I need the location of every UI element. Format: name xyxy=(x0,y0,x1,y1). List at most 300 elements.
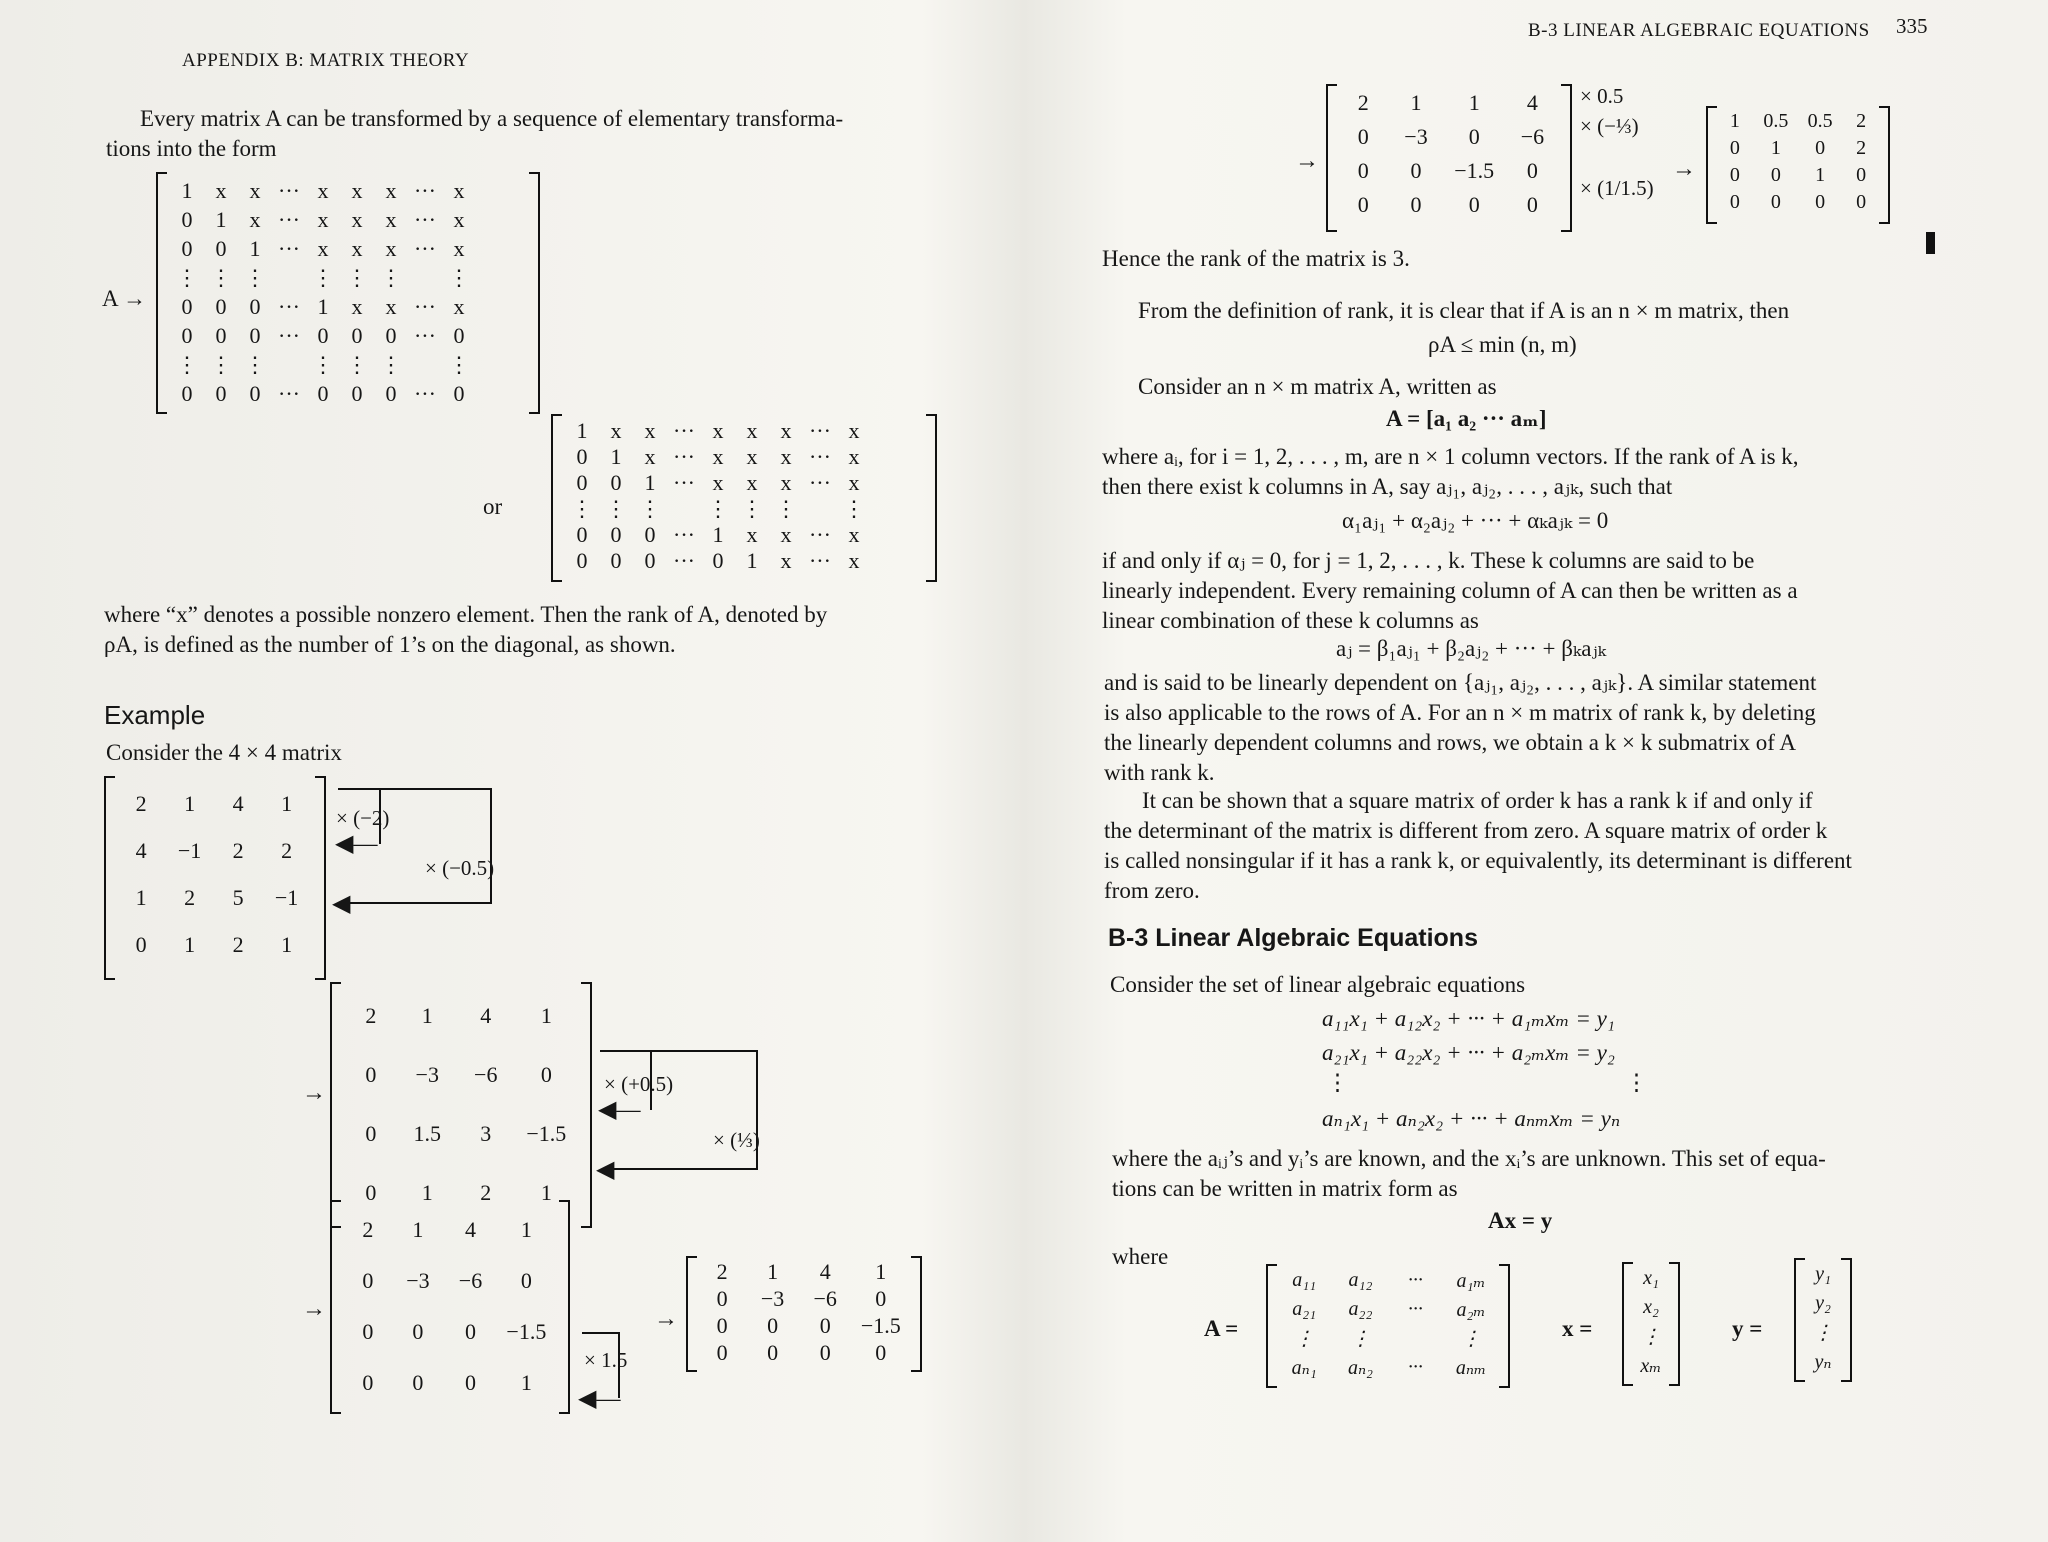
intro-line-2: tions into the form xyxy=(106,136,277,161)
matrix-cell: 0 xyxy=(362,1267,374,1293)
matrix-cell: 0 xyxy=(351,322,363,348)
matrix-cell: 0 xyxy=(1729,191,1740,213)
rank-conclusion: Hence the rank of the matrix is 3. xyxy=(1102,246,1410,271)
matrix-cell: 1 xyxy=(1770,137,1781,159)
equation-a-columns: A = [a₁ a₂ ··· aₘ] xyxy=(1386,406,1547,431)
matrix-cell: x xyxy=(453,206,465,232)
matrix-cell: 0 xyxy=(215,235,227,261)
matrix-row xyxy=(565,548,871,574)
matrix-cell: 0 xyxy=(464,1318,476,1344)
matrix-cell: x xyxy=(317,206,329,232)
matrix-cell: ··· xyxy=(413,293,436,319)
matrix-row xyxy=(1276,1353,1500,1382)
matrix-cell: ··· xyxy=(808,548,831,573)
matrix-row xyxy=(565,496,871,522)
row-op-label: × (−0.5) xyxy=(425,856,495,880)
matrix-cell: 0 xyxy=(644,522,656,547)
matrix-cell: 1 xyxy=(317,293,329,319)
matrix-row xyxy=(1802,1260,1844,1289)
matrix-cell xyxy=(272,263,306,292)
matrix-row xyxy=(1716,135,1880,162)
matrix-cell: −6 xyxy=(458,1267,483,1293)
paragraph-3-line-1: where aᵢ, for i = 1, 2, . . . , m, are n × 1 column vectors. If the rank of A is k, xyxy=(1102,444,1799,469)
matrix-cell: 1 xyxy=(520,1369,532,1395)
matrix-cell: ··· xyxy=(808,470,831,495)
matrix-cell: 0 xyxy=(453,322,465,348)
matrix-row xyxy=(170,350,476,379)
matrix-cell: 0 xyxy=(1729,137,1740,159)
matrix-cell: 0 xyxy=(181,380,193,406)
paragraph-5-line-1: and is said to be linearly dependent on {aⱼ₁, aⱼ₂, . . . , aⱼₖ}. A similar statement xyxy=(1104,670,1817,695)
matrix-cell: x xyxy=(780,418,792,443)
matrix-cell: 1 xyxy=(746,548,758,573)
matrix-cell: 0.5 xyxy=(1807,110,1833,132)
matrix-row xyxy=(565,418,871,444)
matrix-cell: ⋮ xyxy=(571,496,593,521)
matrix-cell xyxy=(667,496,701,522)
matrix-cell: 2 xyxy=(1856,110,1867,132)
matrix-cell: −6 xyxy=(474,1061,498,1087)
matrix-row xyxy=(170,263,476,292)
matrix-row xyxy=(1630,1264,1672,1293)
paragraph-5-line-2: is also applicable to the rows of A. For an n × m matrix of rank k, by deleting xyxy=(1104,700,1816,725)
matrix-cell: ··· xyxy=(278,206,300,232)
matrix-cell: x xyxy=(780,548,792,573)
matrix-cell: x xyxy=(848,522,860,547)
matrix-cell: 1 xyxy=(520,1216,532,1242)
matrix-cell: ⋮ xyxy=(447,264,470,290)
matrix-cell: 0 xyxy=(1357,192,1369,217)
system-equation-n: aₙ₁x₁ + aₙ₂x₂ + ··· + aₙₘxₘ = yₙ xyxy=(1322,1106,1621,1131)
matrix-cell: x xyxy=(385,235,397,261)
example-matrix-2 xyxy=(330,982,592,1228)
matrix-cell: x xyxy=(848,548,860,573)
transform-arrow: → xyxy=(302,1080,326,1106)
matrix-cell: 1 xyxy=(712,522,724,547)
transform-arrow: → xyxy=(654,1306,678,1332)
example-matrix-1 xyxy=(104,776,326,980)
matrix-cell: ⋮ xyxy=(244,264,266,290)
matrix-cell: ⋮ xyxy=(1294,1328,1315,1350)
matrix-cell: ⋮ xyxy=(176,351,198,377)
matrix-cell: x xyxy=(453,235,465,261)
matrix-cell: aₙ₁ xyxy=(1291,1357,1317,1379)
matrix-cell: x xyxy=(453,293,465,319)
example-heading: Example xyxy=(104,700,206,730)
matrix-cell: 0 xyxy=(249,293,261,319)
matrix-cell: 0 xyxy=(1526,192,1538,217)
matrix-cell: 0 xyxy=(362,1369,374,1395)
paragraph-6-line-2: the determinant of the matrix is different from zero. A square matrix of order k xyxy=(1104,818,1828,843)
matrix-cell: 0 xyxy=(716,1339,728,1365)
matrix-cell: 0 xyxy=(362,1318,374,1344)
matrix-cell: 2 xyxy=(480,1179,492,1205)
matrix-cell: ··· xyxy=(413,177,436,203)
matrix-cell: ··· xyxy=(278,177,300,203)
matrix-cell: x xyxy=(385,293,397,319)
matrix-cell: 0 xyxy=(181,293,193,319)
matrix-cell: 0 xyxy=(712,548,724,573)
matrix-cell: 0 xyxy=(215,380,227,406)
matrix-row xyxy=(1716,108,1880,135)
matrix-cell: ··· xyxy=(808,522,831,547)
matrix-row xyxy=(170,321,476,350)
matrix-cell: a₁₂ xyxy=(1348,1269,1373,1291)
matrix-cell: 0 xyxy=(576,444,588,469)
matrix-cell: ··· xyxy=(1407,1269,1423,1291)
paragraph-4-line-3: linear combination of these k columns as xyxy=(1102,608,1479,633)
op-bracket-line xyxy=(600,1050,758,1052)
matrix-cell: −3 xyxy=(760,1285,785,1311)
matrix-cell: x xyxy=(249,177,261,203)
paragraph-8-line-2: tions can be written in matrix form as xyxy=(1112,1176,1458,1201)
a-arrow-label: A → xyxy=(102,286,147,311)
matrix-cell: 0 xyxy=(1770,164,1781,186)
matrix-cell: 0 xyxy=(385,322,397,348)
matrix-cell: ⋮ xyxy=(379,264,402,290)
matrix-cell: 0 xyxy=(1815,137,1826,159)
matrix-cell: x xyxy=(317,177,329,203)
matrix-cell: 0 xyxy=(365,1061,377,1087)
paragraph-5-line-3: the linearly dependent columns and rows, we obtain a k × k submatrix of A xyxy=(1104,730,1796,755)
matrix-cell: 1 xyxy=(875,1258,887,1284)
known-vector-y xyxy=(1794,1258,1852,1382)
matrix-cell: 1 xyxy=(1410,90,1422,115)
matrix-cell: 0 xyxy=(351,380,363,406)
matrix-row xyxy=(1338,188,1560,222)
vector-x-label: x = xyxy=(1562,1316,1593,1341)
row-op-arrow: ◀ xyxy=(332,891,351,917)
matrix-cell: 3 xyxy=(480,1120,492,1146)
matrix-cell: ··· xyxy=(1407,1356,1423,1378)
matrix-cell: 4 xyxy=(135,837,147,863)
matrix-cell: ⋮ xyxy=(345,351,368,377)
matrix-cell: 0 xyxy=(365,1179,377,1205)
matrix-row xyxy=(344,1255,556,1306)
matrix-row xyxy=(1276,1295,1500,1324)
matrix-cell xyxy=(803,496,837,522)
paragraph-6-line-1: It can be shown that a square matrix of order k has a rank k if and only if xyxy=(1142,788,1813,813)
matrix-cell: x₁ xyxy=(1643,1267,1659,1289)
matrix-cell: 1 xyxy=(215,206,227,232)
matrix-cell: 0 xyxy=(215,322,227,348)
matrix-cell: 2 xyxy=(232,931,244,957)
matrix-cell: 1 xyxy=(281,790,293,816)
matrix-row xyxy=(1338,86,1560,120)
matrix-row xyxy=(698,1339,910,1366)
matrix-cell: ··· xyxy=(278,322,300,348)
matrix-row xyxy=(170,234,476,263)
matrix-row xyxy=(118,827,312,874)
matrix-cell: 4 xyxy=(480,1002,492,1028)
matrix-cell: ⋮ xyxy=(379,351,402,377)
matrix-cell: 1 xyxy=(576,418,588,443)
matrix-cell: 0 xyxy=(1856,164,1867,186)
matrix-cell: 0 xyxy=(767,1339,779,1365)
row-op-label: × (+0.5) xyxy=(604,1072,674,1096)
matrix-cell: ··· xyxy=(278,293,300,319)
matrix-cell: −3 xyxy=(415,1061,439,1087)
matrix-row xyxy=(170,292,476,321)
section-heading: B-3 Linear Algebraic Equations xyxy=(1108,924,1478,952)
matrix-cell: ⋮ xyxy=(210,264,232,290)
matrix-row xyxy=(1802,1289,1844,1318)
system-equation-1: a₁₁x₁ + a₁₂x₂ + ··· + a₁ₘxₘ = y₁ xyxy=(1322,1006,1615,1031)
matrix-cell: 1 xyxy=(249,235,261,261)
matrix-cell: x xyxy=(746,470,758,495)
reduction-matrix-1 xyxy=(1326,84,1572,232)
matrix-cell: ⋮ xyxy=(706,496,729,521)
page-number: 335 xyxy=(1896,14,1928,38)
matrix-row xyxy=(1802,1347,1844,1376)
paragraph-1: From the definition of rank, it is clear that if A is an n × m matrix, then xyxy=(1138,298,1790,323)
matrix-cell: yₙ xyxy=(1814,1351,1832,1373)
matrix-cell: 0 xyxy=(1770,191,1781,213)
matrix-cell: ⋮ xyxy=(447,351,470,377)
matrix-cell: a₂ₘ xyxy=(1456,1299,1486,1321)
matrix-cell xyxy=(1389,1324,1442,1353)
matrix-cell: ⋮ xyxy=(639,496,661,521)
matrix-cell: −6 xyxy=(1520,124,1545,149)
echelon-form-matrix-2 xyxy=(551,414,937,582)
row-op-label: × (1/1.5) xyxy=(1580,176,1654,200)
matrix-cell: x xyxy=(249,206,261,232)
matrix-cell: −1 xyxy=(274,884,299,910)
matrix-row xyxy=(565,444,871,470)
matrix-cell: 0 xyxy=(1468,192,1480,217)
example-matrix-3 xyxy=(330,1200,570,1414)
matrix-cell: 2 xyxy=(1357,90,1369,115)
row-op-arrow: ◀— xyxy=(598,1097,641,1123)
row-op-arrow: ◀— xyxy=(335,831,378,857)
right-running-header: B-3 LINEAR ALGEBRAIC EQUATIONS xyxy=(1528,20,1870,41)
matrix-cell: 0 xyxy=(317,322,329,348)
intro-line-1: Every matrix A can be transformed by a sequence of elementary transforma- xyxy=(140,106,844,131)
matrix-cell: ⋮ xyxy=(842,496,865,521)
matrix-cell: 1 xyxy=(181,177,193,203)
matrix-cell: 0 xyxy=(215,293,227,319)
matrix-row xyxy=(1716,189,1880,216)
matrix-row xyxy=(1716,162,1880,189)
matrix-row xyxy=(344,986,578,1045)
matrix-cell: a₂₂ xyxy=(1348,1298,1373,1320)
matrix-cell: x xyxy=(644,418,656,443)
matrix-row xyxy=(118,921,312,968)
matrix-row xyxy=(344,1357,556,1408)
matrix-cell: y₂ xyxy=(1815,1292,1831,1314)
matrix-cell: 2 xyxy=(365,1002,377,1028)
matrix-cell: 0 xyxy=(1357,124,1369,149)
matrix-cell: ··· xyxy=(673,444,695,469)
matrix-cell: ··· xyxy=(413,322,436,348)
matrix-cell: x₂ xyxy=(1643,1296,1659,1318)
matrix-cell: 5 xyxy=(232,884,244,910)
matrix-cell: ⋮ xyxy=(1350,1328,1371,1350)
matrix-cell: 0 xyxy=(1856,191,1867,213)
echelon-form-matrix-1 xyxy=(156,172,540,414)
matrix-cell: 0 xyxy=(181,206,193,232)
matrix-row xyxy=(1630,1351,1672,1380)
matrix-cell: 0 xyxy=(365,1120,377,1146)
matrix-cell: ··· xyxy=(1407,1298,1423,1320)
matrix-cell: 1 xyxy=(421,1002,433,1028)
matrix-cell: x xyxy=(848,444,860,469)
matrix-cell: 0 xyxy=(875,1339,887,1365)
op-bracket-line xyxy=(582,1332,620,1334)
matrix-cell: x xyxy=(215,177,227,203)
matrix-row xyxy=(565,522,871,548)
matrix-cell: a₁₁ xyxy=(1292,1269,1317,1291)
matrix-cell: x xyxy=(780,470,792,495)
matrix-cell: ⋮ xyxy=(210,351,232,377)
matrix-cell: −1.5 xyxy=(506,1318,547,1344)
matrix-row xyxy=(344,1045,578,1104)
matrix-cell xyxy=(408,263,442,292)
matrix-cell: 4 xyxy=(232,790,244,816)
matrix-cell: 4 xyxy=(1526,90,1538,115)
matrix-cell: x xyxy=(644,444,656,469)
matrix-cell: a₁ₘ xyxy=(1456,1270,1486,1292)
matrix-cell: 0 xyxy=(576,522,588,547)
matrix-cell: 1 xyxy=(540,1002,552,1028)
coefficient-matrix-a xyxy=(1266,1264,1510,1388)
matrix-row xyxy=(565,470,871,496)
matrix-cell: 0 xyxy=(819,1339,831,1365)
transform-arrow: → xyxy=(1672,156,1696,182)
matrix-cell: 1 xyxy=(767,1258,779,1284)
matrix-cell: ··· xyxy=(278,380,300,406)
end-of-example-mark xyxy=(1926,232,1935,254)
matrix-row xyxy=(698,1258,910,1285)
paragraph-8-line-1: where the aᵢⱼ’s and yᵢ’s are known, and the xᵢ’s are unknown. This set of equa- xyxy=(1112,1146,1826,1171)
matrix-cell: x xyxy=(351,293,363,319)
matrix-cell: ⋮ xyxy=(311,351,334,377)
matrix-cell: ⋮ xyxy=(176,264,198,290)
matrix-cell: x xyxy=(317,235,329,261)
row-op-label: × (−⅓) xyxy=(1580,114,1639,138)
matrix-cell: ⋮ xyxy=(1641,1326,1661,1348)
matrix-row xyxy=(1338,154,1560,188)
matrix-cell: ⋮ xyxy=(1461,1328,1482,1350)
matrix-cell: 1 xyxy=(1729,110,1740,132)
matrix-cell: 2 xyxy=(1856,137,1867,159)
matrix-cell: 2 xyxy=(135,790,147,816)
matrix-cell: x xyxy=(712,470,724,495)
matrix-cell xyxy=(272,350,306,379)
matrix-cell: x xyxy=(610,418,622,443)
matrix-row xyxy=(170,205,476,234)
matrix-row xyxy=(170,176,476,205)
equation-dependent-column: aⱼ = β₁aⱼ₁ + β₂aⱼ₂ + ··· + βₖaⱼₖ xyxy=(1336,636,1606,661)
matrix-cell: 0 xyxy=(540,1061,552,1087)
matrix-row xyxy=(1630,1293,1672,1322)
system-equation-2: a₂₁x₁ + a₂₂x₂ + ··· + a₂ₘxₘ = y₂ xyxy=(1322,1040,1615,1065)
matrix-cell: 2 xyxy=(184,884,196,910)
matrix-cell: x xyxy=(746,418,758,443)
matrix-cell: −1.5 xyxy=(860,1312,901,1338)
matrix-cell: 1 xyxy=(281,931,293,957)
matrix-cell: x xyxy=(746,522,758,547)
left-running-header: APPENDIX B: MATRIX THEORY xyxy=(182,50,470,71)
matrix-cell: 0 xyxy=(1468,124,1480,149)
matrix-cell: ··· xyxy=(673,548,695,573)
where-label: where xyxy=(1112,1244,1169,1269)
op-bracket-line xyxy=(612,1168,758,1170)
matrix-row xyxy=(344,1306,556,1357)
matrix-cell xyxy=(408,350,442,379)
matrix-cell: ··· xyxy=(673,418,695,443)
matrix-cell: 4 xyxy=(819,1258,831,1284)
matrix-cell: xₘ xyxy=(1640,1355,1662,1377)
matrix-cell: x xyxy=(780,522,792,547)
matrix-cell: x xyxy=(746,444,758,469)
matrix-cell: 1 xyxy=(1815,164,1826,186)
matrix-cell: x xyxy=(385,177,397,203)
matrix-cell: ⋮ xyxy=(1813,1322,1833,1344)
reduction-matrix-2 xyxy=(1706,106,1890,224)
matrix-cell: x xyxy=(712,418,724,443)
matrix-cell: y₁ xyxy=(1815,1263,1831,1285)
matrix-cell: ⋮ xyxy=(311,264,334,290)
matrix-cell: 1 xyxy=(610,444,622,469)
matrix-cell: 0 xyxy=(610,522,622,547)
matrix-cell: 1 xyxy=(184,931,196,957)
matrix-cell: 0 xyxy=(1410,158,1422,183)
matrix-cell: x xyxy=(385,206,397,232)
matrix-row xyxy=(1276,1266,1500,1295)
matrix-cell: 1 xyxy=(412,1216,424,1242)
matrix-cell: 0 xyxy=(135,931,147,957)
matrix-cell: ⋮ xyxy=(774,496,797,521)
rank-def-line-2: ρA, is defined as the number of 1’s on the diagonal, as shown. xyxy=(104,632,676,657)
matrix-cell: 0 xyxy=(610,548,622,573)
paragraph-2: Consider an n × m matrix A, written as xyxy=(1138,374,1497,399)
row-op-label: × (−2) xyxy=(336,806,390,830)
matrix-row xyxy=(118,874,312,921)
matrix-cell: ··· xyxy=(413,206,436,232)
matrix-cell: 0.5 xyxy=(1763,110,1789,132)
matrix-cell: 0 xyxy=(819,1312,831,1338)
matrix-cell: ··· xyxy=(808,418,831,443)
matrix-row xyxy=(344,1104,578,1163)
matrix-cell: 0 xyxy=(385,380,397,406)
matrix-cell: x xyxy=(351,177,363,203)
transform-arrow: → xyxy=(302,1296,326,1322)
rank-def-line-1: where “x” denotes a possible nonzero element. Then the rank of A, denoted by xyxy=(104,602,828,627)
system-vertical-dots: ⋮ ⋮ xyxy=(1326,1070,1648,1095)
matrix-cell: 0 xyxy=(716,1312,728,1338)
matrix-cell: 0 xyxy=(317,380,329,406)
matrix-cell: 0 xyxy=(464,1369,476,1395)
matrix-cell: 0 xyxy=(181,235,193,261)
matrix-cell: 2 xyxy=(281,837,293,863)
matrix-cell: x xyxy=(453,177,465,203)
matrix-cell: x xyxy=(848,470,860,495)
matrix-row xyxy=(1338,120,1560,154)
matrix-cell: 0 xyxy=(412,1318,424,1344)
matrix-row xyxy=(698,1312,910,1339)
matrix-cell: 0 xyxy=(1357,158,1369,183)
row-op-arrow: ◀ xyxy=(596,1157,615,1183)
matrix-cell: x xyxy=(712,444,724,469)
matrix-row xyxy=(118,780,312,827)
matrix-cell: ⋮ xyxy=(244,351,266,377)
matrix-row xyxy=(1630,1322,1672,1351)
matrix-cell: 1 xyxy=(421,1179,433,1205)
matrix-cell: ··· xyxy=(413,235,436,261)
matrix-cell: x xyxy=(351,206,363,232)
matrix-cell: −6 xyxy=(813,1285,837,1311)
